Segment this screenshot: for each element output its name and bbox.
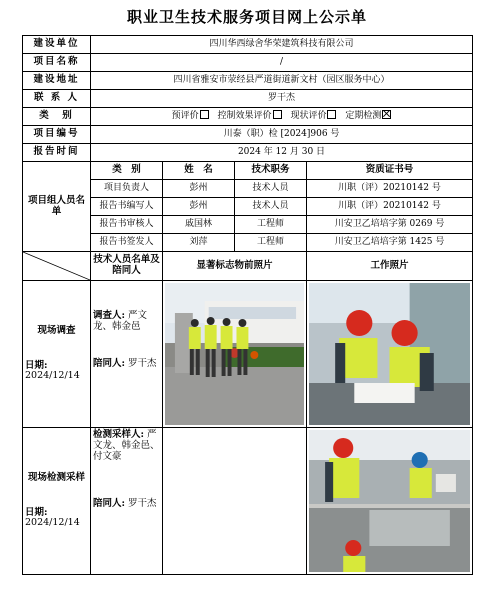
sampling-companion: 罗干杰	[128, 497, 157, 509]
survey-stage: 现场调查	[37, 324, 76, 336]
time-label: 报告时间	[23, 144, 91, 162]
project-value: /	[91, 54, 473, 72]
time-value: 2024 年 12 月 30 日	[91, 144, 473, 162]
row-project	[23, 54, 473, 72]
photos-header-landmark: 显著标志物前照片	[163, 252, 307, 281]
staff-role: 项目负责人	[91, 180, 163, 198]
photos-header-work: 工作照片	[307, 252, 473, 281]
checkbox-icon	[200, 110, 209, 119]
category-options	[91, 108, 473, 126]
staff-name: 戚国林	[163, 216, 235, 234]
sampling-date-label: 日期:	[25, 506, 48, 518]
row-code	[23, 126, 473, 144]
sampling-date: 2024/12/14	[25, 517, 80, 529]
staff-title: 技术人员	[235, 198, 307, 216]
survey-row	[23, 281, 473, 428]
code-label: 项目编号	[23, 126, 91, 144]
staff-row	[23, 216, 473, 234]
unit-label: 建设单位	[23, 36, 91, 54]
diagonal-cell	[23, 252, 91, 281]
option-control-evaluation: 控制效果评价	[218, 111, 282, 121]
row-contact	[23, 90, 473, 108]
option-status-evaluation: 现状评价	[290, 111, 336, 121]
survey-landmark-photo	[163, 281, 307, 428]
staff-header-name: 姓 名	[163, 162, 235, 180]
row-address	[23, 72, 473, 90]
survey-work-photo	[307, 281, 473, 428]
page-title: 职业卫生技术服务项目网上公示单	[126, 8, 367, 26]
staff-title: 工程师	[235, 216, 307, 234]
landmark-photo-image	[165, 283, 304, 425]
checkbox-icon	[273, 110, 282, 119]
staff-header-cert: 资质证书号	[307, 162, 473, 180]
survey-date: 2024/12/14	[25, 370, 80, 382]
contact-label: 联 系 人	[23, 90, 91, 108]
staff-row	[23, 198, 473, 216]
sampling-stage: 现场检测采样	[27, 471, 85, 483]
staff-name: 彭州	[163, 180, 235, 198]
sampling-companion-label: 陪同人:	[93, 497, 126, 509]
photos-header-row	[23, 252, 473, 281]
staff-cert: 川职（评）20210142 号	[307, 198, 473, 216]
address-value: 四川省雅安市荥经县严道街道新文村（园区服务中心）	[91, 72, 473, 90]
sampling-landmark-photo-empty	[163, 428, 307, 575]
address-label: 建设地址	[23, 72, 91, 90]
sampling-people	[91, 428, 163, 575]
sampling-photo-image	[309, 430, 470, 572]
contact-value: 罗干杰	[91, 90, 473, 108]
staff-cert: 川安卫乙培培字第 0269 号	[307, 216, 473, 234]
option-pre-evaluation: 预评价	[172, 111, 209, 121]
staff-cert: 川职（评）20210142 号	[307, 180, 473, 198]
staff-role: 报告书签发人	[91, 234, 163, 252]
sampling-inspector-label: 检测采样人:	[93, 429, 145, 440]
staff-header-category: 类 别	[91, 162, 163, 180]
sampling-row	[23, 428, 473, 575]
staff-row	[23, 234, 473, 252]
staff-title: 技术人员	[235, 180, 307, 198]
staff-role: 报告书编写人	[91, 198, 163, 216]
staff-name: 刘萍	[163, 234, 235, 252]
category-label: 类 别	[23, 108, 91, 126]
staff-name: 彭州	[163, 198, 235, 216]
staff-header-title: 技术职务	[235, 162, 307, 180]
checked-box-icon	[382, 110, 391, 119]
code-value: 川泰（职）检 [2024]906 号	[91, 126, 473, 144]
staff-title: 工程师	[235, 234, 307, 252]
survey-stage-cell	[23, 281, 91, 428]
survey-inspector-label: 调查人:	[93, 310, 126, 321]
survey-inspector: 严文龙、韩金邑	[93, 310, 148, 332]
row-category	[23, 108, 473, 126]
sampling-work-photo	[307, 428, 473, 575]
staff-group-label: 项目组人员名单	[23, 162, 91, 252]
staff-header-row	[23, 162, 473, 180]
photos-header-staff: 技术人员名单及陪同人	[91, 252, 163, 281]
row-unit	[23, 36, 473, 54]
checkbox-icon	[327, 110, 336, 119]
staff-row	[23, 180, 473, 198]
staff-cert: 川安卫乙培培字第 1425 号	[307, 234, 473, 252]
staff-role: 报告书审核人	[91, 216, 163, 234]
sampling-inspector: 严文龙、韩金邑、付文豪	[93, 429, 160, 462]
work-photo-image	[309, 283, 470, 425]
project-label: 项目名称	[23, 54, 91, 72]
survey-companion: 罗干杰	[128, 357, 157, 369]
unit-value: 四川华西绿舍华荣建筑科技有限公司	[91, 36, 473, 54]
option-periodic-testing: 定期检测	[345, 111, 391, 121]
survey-companion-label: 陪同人:	[93, 357, 126, 369]
survey-date-label: 日期:	[25, 359, 48, 371]
row-time	[23, 144, 473, 162]
survey-people	[91, 281, 163, 428]
diagonal-line	[23, 252, 90, 280]
announcement-table	[22, 35, 473, 575]
sampling-stage-cell	[23, 428, 91, 575]
